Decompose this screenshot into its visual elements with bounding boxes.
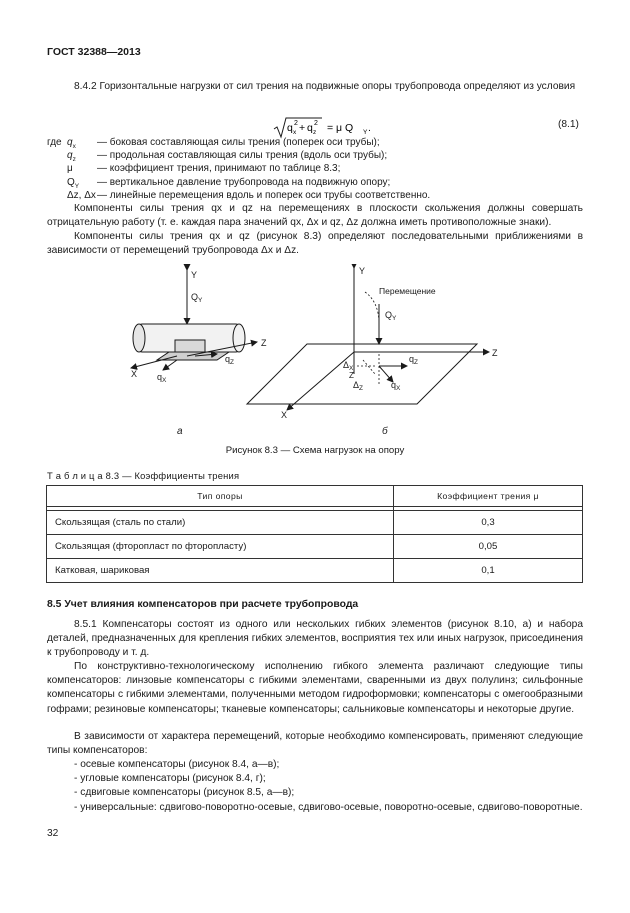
svg-text:z: z: [313, 129, 317, 136]
table-cell: Скользящая (фторопласт по фторопласту): [47, 535, 394, 559]
panel-a-label: а: [177, 426, 183, 437]
svg-text:q: q: [307, 122, 313, 134]
def-text: — боковая составляющая силы трения (поперек оси трубы);: [97, 137, 380, 148]
svg-text:q: q: [287, 122, 293, 134]
label-a-qz: $q_Z$: [225, 354, 234, 366]
table-cell: Скользящая (сталь по стали): [47, 511, 394, 535]
panel-b-label: б: [382, 426, 388, 437]
table-row: [47, 559, 583, 583]
list-item: - осевые компенсаторы (рисунок 8.4, а—в);: [74, 759, 280, 770]
section-heading-8-5: 8.5 Учет влияния компенсаторов при расчете трубопровода: [47, 599, 359, 610]
page-number: 32: [47, 828, 59, 839]
table-row: [47, 535, 583, 559]
label-b-dz: $\Delta_Z$: [353, 380, 363, 392]
def-symbol: $q_x$: [67, 137, 76, 150]
def-text: — продольная составляющая силы трения (вдоль оси трубы);: [97, 150, 388, 162]
figure-8-3: [117, 264, 517, 440]
def-text: — вертикальное давление трубопровода на подвижную опору;: [97, 176, 391, 188]
panel-b-drawing: [247, 268, 489, 410]
table-cell: 0,1: [394, 559, 583, 583]
list-item: - универсальные: сдвигово-поворотно-осевые, сдвигово-осевые, поворотно-осевые, сдвигово-поворотные.: [74, 801, 583, 813]
table-caption: Т а б л и ц а 8.3 — Коэффициенты трения: [47, 470, 240, 481]
paragraph-friction-components: Компоненты силы трения qx и qz на перемещениях в плоскости скольжения должны совершать отрицательную работу (т. е. каждая пара значений qx, Δx и qz, Δz должна иметь противоположные знаки).: [47, 203, 583, 229]
table-cell: Катковая, шариковая: [47, 559, 394, 583]
panel-a-drawing: [131, 270, 257, 370]
where-label: где: [47, 137, 62, 148]
def-symbol: $Q_Y$: [67, 176, 80, 190]
paragraph-successive-approx: Компоненты силы трения qx и qz (рисунок 8.3) определяют последовательными приближениями в зависимости от перемещений трубопровода Δx и Δz.: [47, 231, 583, 257]
paragraph-displacement-types: В зависимости от характера перемещений, которые необходимо компенсировать, применяют следующие типы компенсаторов:: [47, 731, 583, 757]
svg-text:x: x: [293, 129, 297, 136]
paragraph-8-5-1: 8.5.1 Компенсаторы состоят из одного или нескольких гибких элементов (рисунок 8.10, а) и набора деталей, предназначенных для крепления гибких элементов, восприятия тех или иных нагрузок, присоединения к трубопроводу и т. д.: [47, 619, 583, 659]
svg-text:2: 2: [314, 120, 318, 127]
label-a-x: X: [131, 369, 138, 379]
def-symbol: Δz, Δx: [67, 189, 96, 201]
figure-caption: Рисунок 8.3 — Схема нагрузок на опору: [225, 445, 405, 456]
def-symbol: $q_z$: [67, 150, 76, 164]
label-a-y: Y: [191, 270, 198, 280]
table-row: [47, 511, 583, 535]
svg-text:+: +: [299, 122, 306, 134]
list-item: - сдвиговые компенсаторы (рисунок 8.5, а—в);: [74, 787, 295, 799]
formula-sub: Y: [363, 129, 368, 136]
table-header-type: Тип опоры: [47, 486, 394, 507]
label-b-z: Z: [492, 348, 498, 358]
list-item: - угловые компенсаторы (рисунок 8.4, г);: [74, 773, 266, 785]
def-text: — линейные перемещения вдоль и поперек оси трубы соответственно.: [97, 189, 431, 201]
label-b-y: Y: [359, 266, 366, 276]
label-b-qy: $Q_Y$: [385, 310, 397, 322]
svg-text:2: 2: [294, 120, 298, 127]
table-header-coef: Коэффициент трения μ: [394, 486, 583, 507]
table-cell: 0,3: [394, 511, 583, 535]
label-b-qz: $q_Z$: [409, 354, 418, 366]
def-symbol: μ: [67, 163, 73, 175]
compensator-list: [47, 758, 583, 815]
label-b-qx: $q_X$: [391, 380, 401, 392]
formula-rhs: = μ Q: [327, 122, 354, 134]
label-a-qx: $q_X$: [157, 372, 167, 384]
paragraph-compensator-types: По конструктивно-технологическому исполнению гибкого элемента различают следующие типы компенсаторов: линзовые компенсаторы с гибкими элементами, сваренными из двух полулинз; сильфонные компенсаторы с гибкими элементами, полученными методом гидроформовки; компенсаторы с омегообразными гофрами; резиновые компенсаторы; тканевые компенсаторы; сальниковые компенсаторы и некоторые другие.: [47, 661, 583, 715]
formula-tail: .: [368, 122, 371, 134]
label-b-x: X: [281, 410, 288, 420]
label-a-z: Z: [261, 338, 267, 348]
paragraph-8-4-2: 8.4.2 Горизонтальные нагрузки от сил трения на подвижные опоры трубопровода определяют из условия: [74, 81, 576, 92]
label-b-move: Перемещение: [379, 286, 436, 296]
formula-number: (8.1): [558, 119, 579, 130]
document-header: ГОСТ 32388—2013: [47, 46, 141, 58]
friction-table: [46, 485, 583, 583]
label-a-qy: $Q_Y$: [191, 292, 203, 304]
label-b-z-small: Z: [349, 371, 354, 380]
def-text: — коэффициент трения, принимают по таблице 8.3;: [97, 163, 341, 175]
label-b-dx: $\Delta_X$: [343, 360, 354, 372]
table-cell: 0,05: [394, 535, 583, 559]
